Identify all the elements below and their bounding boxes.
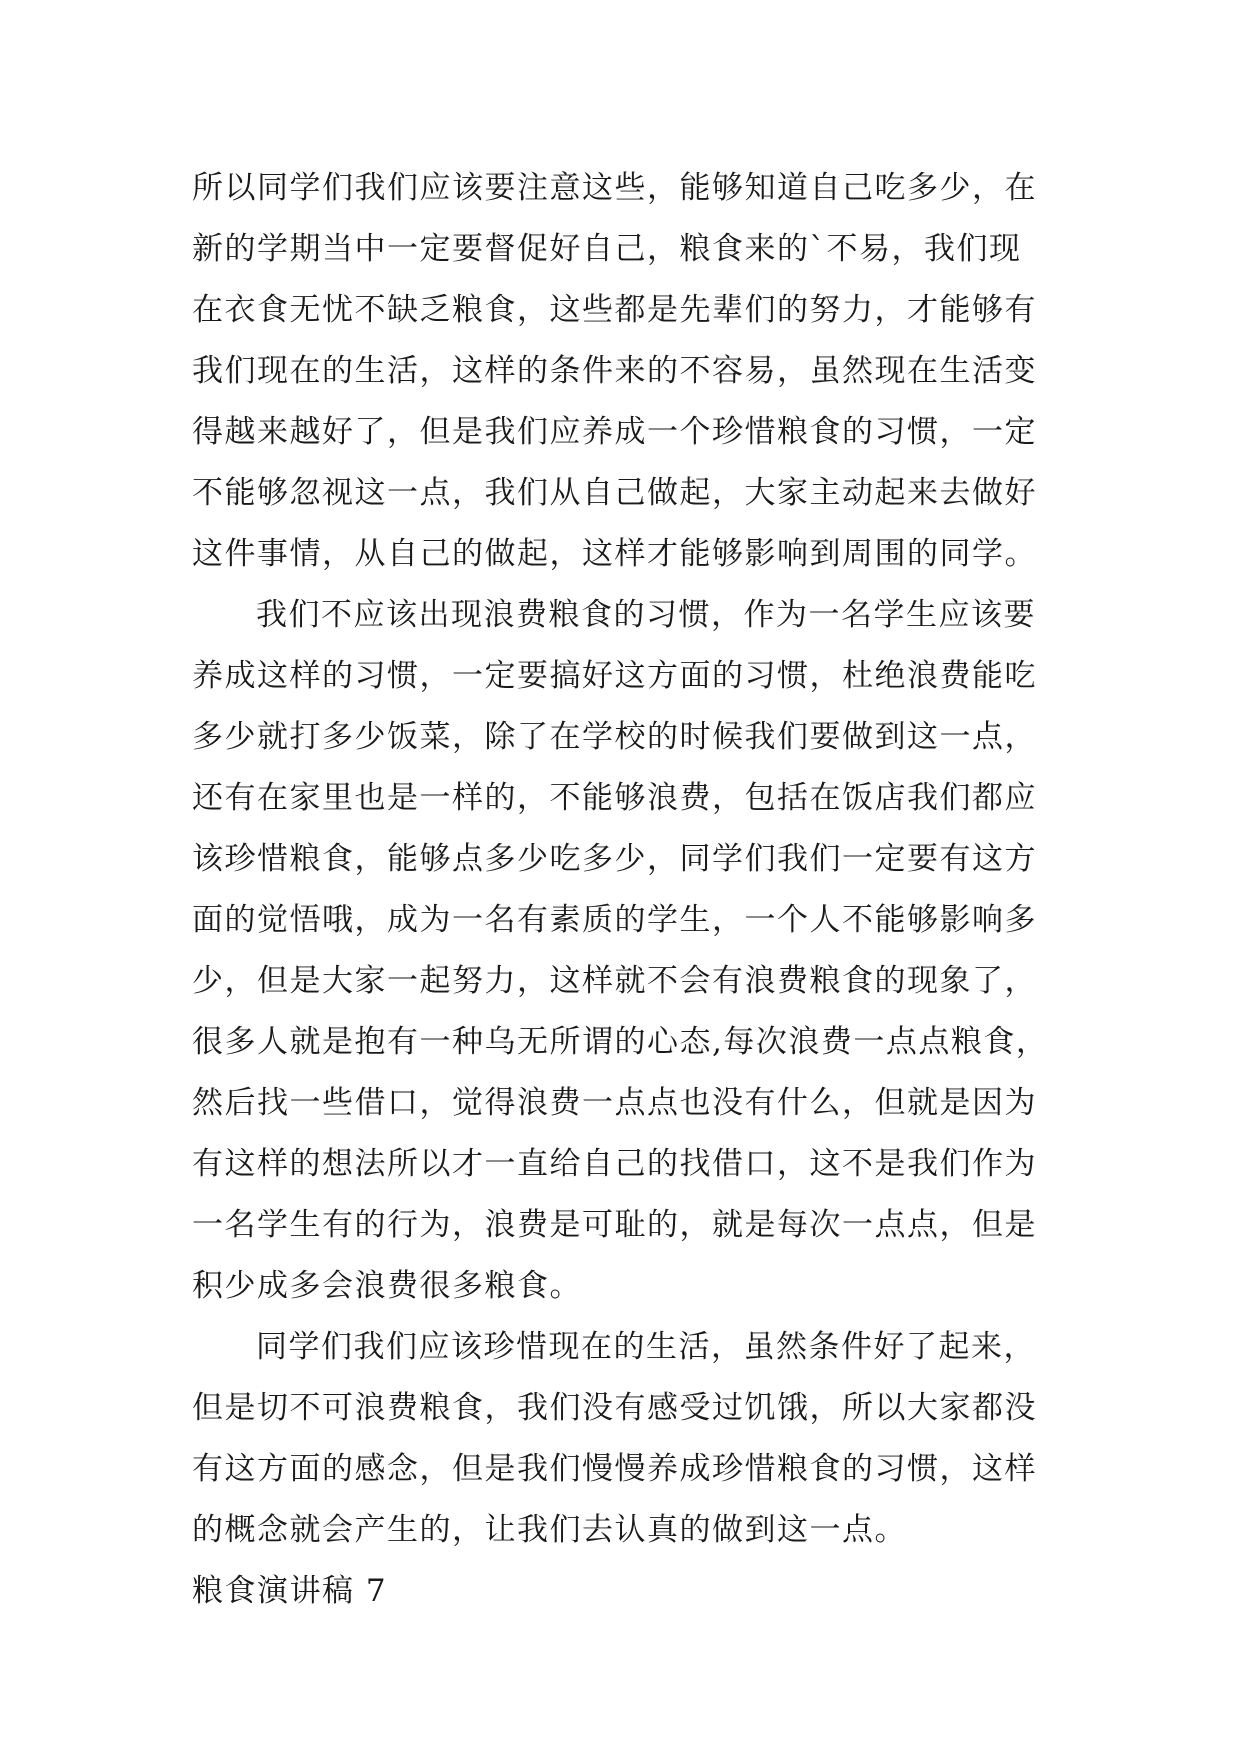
text-line: 有这方面的感念，但是我们慢慢养成珍惜粮食的习惯，这样 [192, 1451, 1037, 1487]
text-line: 有这样的想法所以才一直给自己的找借口，这不是我们作为 [192, 1146, 1037, 1182]
text-line: 一名学生有的行为，浪费是可耻的，就是每次一点点，但是 [192, 1207, 1037, 1243]
body-text [192, 158, 1072, 1622]
text-line: 面的觉悟哦，成为一名有素质的学生，一个人不能够影响多 [192, 902, 1037, 938]
text-line: 但是切不可浪费粮食，我们没有感受过饥饿，所以大家都没 [192, 1390, 1037, 1426]
text-line: 在衣食无忧不缺乏粮食，这些都是先辈们的努力，才能够有 [192, 292, 1037, 328]
text-line: 不能够忽视这一点，我们从自己做起，大家主动起来去做好 [192, 475, 1037, 511]
text-line: 同学们我们应该珍惜现在的生活，虽然条件好了起来， [256, 1329, 1036, 1365]
text-line: 我们不应该出现浪费粮食的习惯，作为一名学生应该要 [256, 597, 1036, 633]
text-line: 这件事情，从自己的做起，这样才能够影响到周围的同学。 [192, 536, 1037, 572]
text-line: 多少就打多少饭菜，除了在学校的时候我们要做到这一点， [192, 719, 1037, 755]
section-heading: 粮食演讲稿 7 [192, 1573, 388, 1609]
text-line: 我们现在的生活，这样的条件来的不容易，虽然现在生活变 [192, 353, 1037, 389]
text-line: 该珍惜粮食，能够点多少吃多少，同学们我们一定要有这方 [192, 841, 1037, 877]
text-line: 所以同学们我们应该要注意这些，能够知道自己吃多少，在 [192, 170, 1037, 206]
text-line: 很多人就是抱有一种乌无所谓的心态,每次浪费一点点粮食， [192, 1024, 1049, 1060]
text-line: 少，但是大家一起努力，这样就不会有浪费粮食的现象了， [192, 963, 1037, 999]
text-line: 还有在家里也是一样的，不能够浪费，包括在饭店我们都应 [192, 780, 1037, 816]
text-line: 然后找一些借口，觉得浪费一点点也没有什么，但就是因为 [192, 1085, 1037, 1121]
text-line: 新的学期当中一定要督促好自己，粮食来的`不易，我们现 [192, 231, 1022, 267]
text-line: 的概念就会产生的，让我们去认真的做到这一点。 [192, 1512, 907, 1548]
text-line: 养成这样的习惯，一定要搞好这方面的习惯，杜绝浪费能吃 [192, 658, 1037, 694]
text-line: 积少成多会浪费很多粮食。 [192, 1268, 582, 1304]
text-line: 得越来越好了，但是我们应养成一个珍惜粮食的习惯，一定 [192, 414, 1037, 450]
